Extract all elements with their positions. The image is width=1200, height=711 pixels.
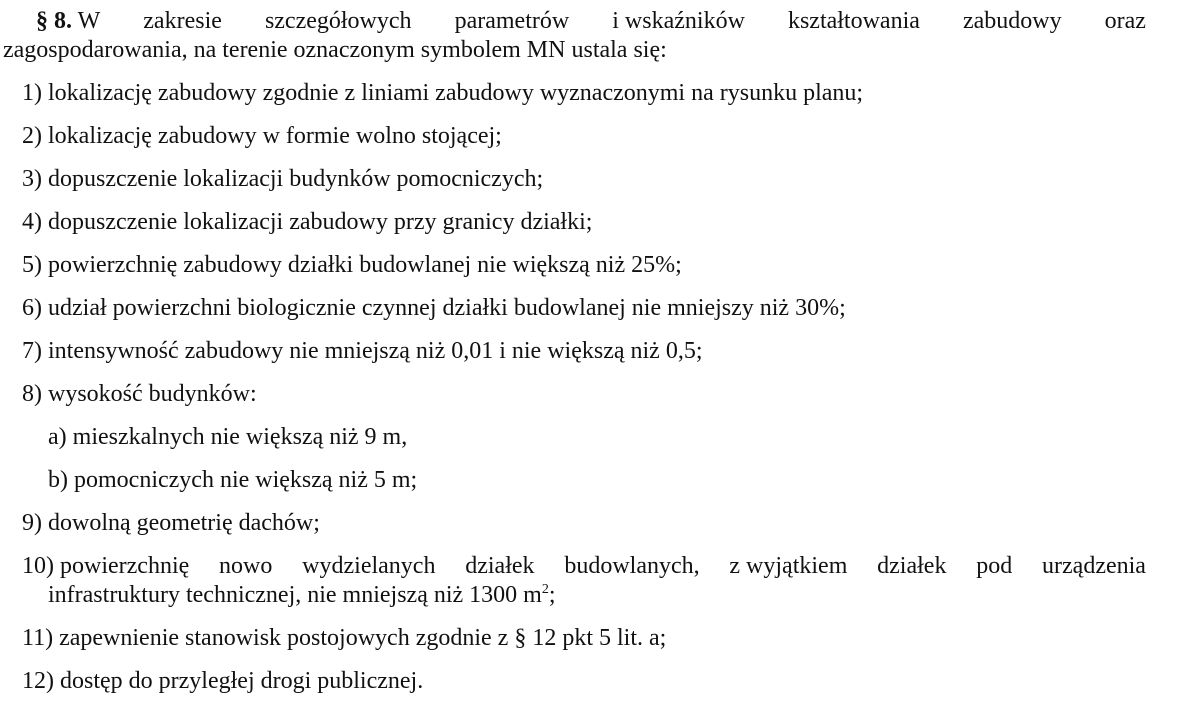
list-item: 4) dopuszczenie lokalizacji zabudowy przy granicy działki;: [22, 209, 593, 235]
sub-list-item: b) pomocniczych nie większą niż 5 m;: [48, 467, 418, 493]
item-word: wydzielanych: [302, 553, 436, 579]
intro-word: zakresie: [143, 8, 222, 34]
list-item: 5) powierzchnię zabudowy działki budowlanej nie większą niż 25%;: [22, 252, 682, 278]
item-word: nowo: [219, 553, 273, 579]
intro-word: parametrów: [454, 8, 570, 34]
item-10-continuation: infrastruktury technicznej, nie mniejszą niż 1300 m: [48, 582, 542, 608]
list-item-10-line-1: [22, 553, 1146, 579]
item-word: urządzenia: [1042, 553, 1146, 579]
item-word: działek: [465, 553, 535, 579]
intro-word: szczegółowych: [264, 8, 412, 34]
section-mark: § 8.: [36, 8, 72, 34]
list-item: 8) wysokość budynków:: [22, 381, 257, 407]
item-10-end: ;: [548, 582, 556, 608]
item-word: 10) powierzchnię: [22, 553, 190, 579]
list-item: 3) dopuszczenie lokalizacji budynków pomocniczych;: [22, 166, 544, 192]
intro-line-1: [36, 8, 1146, 34]
intro-line-2: zagospodarowania, na terenie oznaczonym symbolem MN ustala się:: [3, 37, 667, 63]
list-item: 9) dowolną geometrię dachów;: [22, 510, 320, 536]
list-item: 2) lokalizację zabudowy w formie wolno stojącej;: [22, 123, 502, 149]
list-item: 6) udział powierzchni biologicznie czynnej działki budowlanej nie mniejszy niż 30%;: [22, 295, 846, 321]
item-word: pod: [976, 553, 1013, 579]
list-item: 7) intensywność zabudowy nie mniejszą niż 0,01 i nie większą niż 0,5;: [22, 338, 703, 364]
list-item: 11) zapewnienie stanowisk postojowych zgodnie z § 12 pkt 5 lit. a;: [22, 625, 667, 651]
intro-word: kształtowania: [787, 8, 920, 34]
intro-lead: [36, 8, 100, 34]
intro-word: oraz: [1104, 8, 1146, 34]
intro-word: zabudowy: [962, 8, 1062, 34]
intro-word: i wskaźników: [612, 8, 745, 34]
list-item-10-line-2: [48, 582, 556, 608]
list-item: 12) dostęp do przyległej drogi publicznej.: [22, 668, 424, 694]
intro-word: W: [77, 8, 101, 34]
item-word: budowlanych,: [564, 553, 700, 579]
list-item: 1) lokalizację zabudowy zgodnie z liniami zabudowy wyznaczonymi na rysunku planu;: [22, 80, 864, 106]
item-word: z wyjątkiem: [729, 553, 848, 579]
sub-list-item: a) mieszkalnych nie większą niż 9 m,: [48, 424, 408, 450]
item-word: działek: [877, 553, 947, 579]
superscript-2: 2: [541, 582, 549, 597]
